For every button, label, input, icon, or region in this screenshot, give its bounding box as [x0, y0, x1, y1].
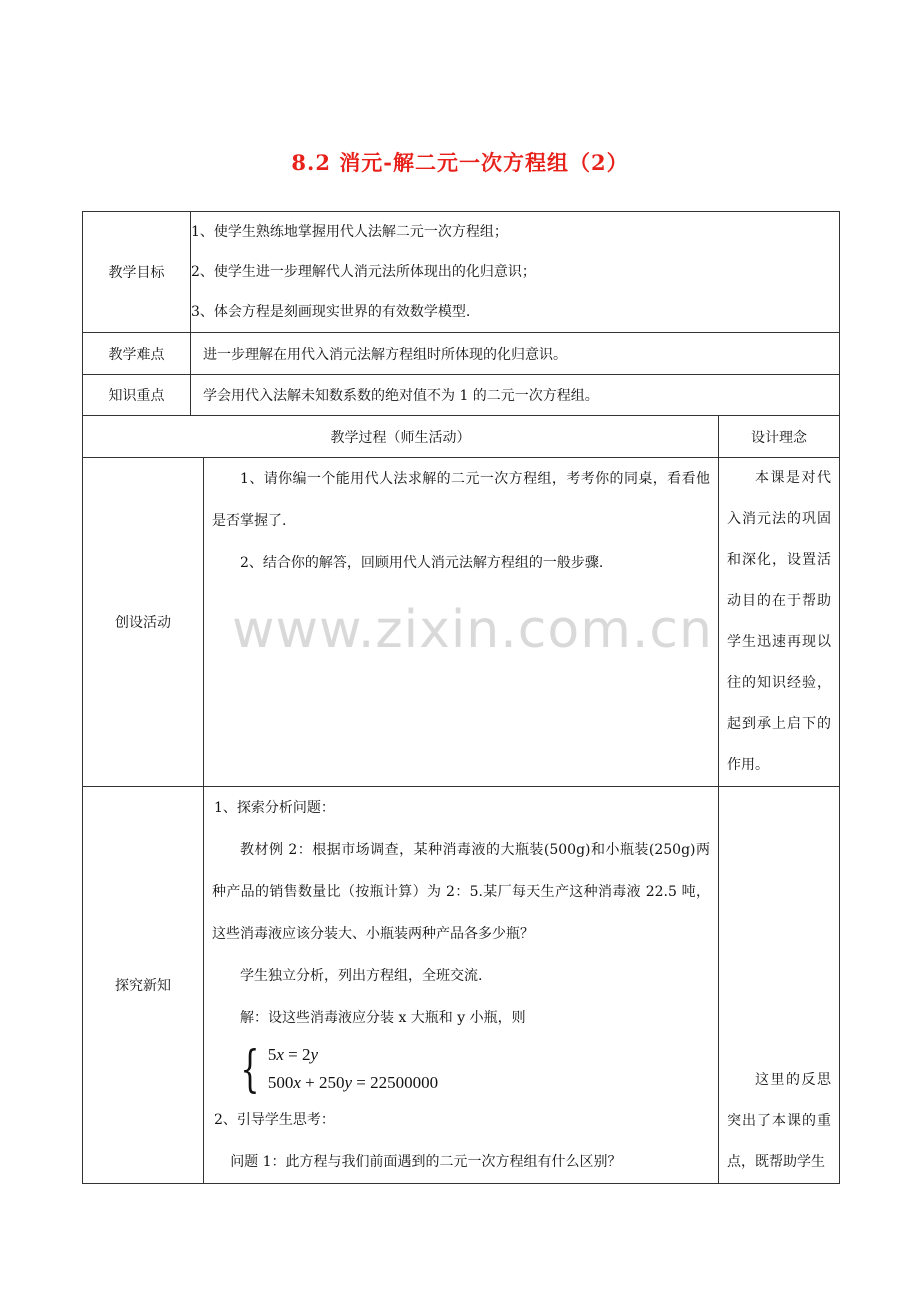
goal-item: 1、使学生熟练地掌握用代人法解二元一次方程组；: [191, 212, 840, 253]
explore-row: [83, 787, 840, 1184]
key-point-label: 知识重点: [83, 375, 191, 416]
analysis-text: 学生独立分析，列出方程组，全班交流.: [240, 968, 483, 984]
activity-content: [204, 458, 719, 787]
explore-content: [204, 787, 719, 1184]
brace-icon: {: [240, 1040, 260, 1098]
process-header: 教学过程（师生活动）: [83, 416, 719, 458]
activity-label: 创设活动: [83, 458, 204, 787]
equation-1: 5x = 2y: [267, 1045, 318, 1064]
activity-row: [83, 458, 840, 787]
explore-step: 2、引导学生思考：: [214, 1112, 335, 1128]
activity-paragraph: 2、结合你的解答，回顾用代人消元法解方程组的一般步骤.: [240, 555, 604, 571]
explore-step: 1、探索分析问题：: [214, 800, 335, 816]
activity-design: [719, 458, 840, 787]
watermark: www.zixin.com.cn: [232, 600, 713, 660]
difficulty-label: 教学难点: [83, 333, 191, 375]
page-title: 8.2 消元-解二元一次方程组（2）: [291, 150, 629, 175]
explore-label: 探究新知: [83, 787, 204, 1184]
goal-item: 2、使学生进一步理解代人消元法所体现出的化归意识；: [191, 252, 840, 292]
key-point-row: [83, 375, 840, 416]
equation-system: [234, 1039, 718, 1099]
lesson-plan-table: [82, 211, 840, 1184]
solution-text: 解：设这些消毒液应分装 x 大瓶和 y 小瓶，则: [240, 1010, 526, 1026]
question-text: 问题 1：此方程与我们前面遇到的二元一次方程组有什么区别？: [230, 1154, 622, 1170]
explore-design: [719, 787, 840, 1184]
explore-design-text: 这里的反思突出了本课的重点，既帮助学生: [727, 1072, 831, 1170]
equation-2: 500x + 250y = 22500000: [267, 1073, 439, 1092]
design-header: 设计理念: [719, 416, 840, 458]
process-header-row: [83, 416, 840, 458]
key-point-text: 学会用代入法解未知数系数的绝对值不为 1 的二元一次方程组。: [191, 375, 840, 416]
goals-label: 教学目标: [83, 212, 191, 333]
difficulty-text: 进一步理解在用代入消元法解方程组时所体现的化归意识。: [191, 333, 840, 375]
activity-design-text: 本课是对代入消元法的巩固和深化，设置活动目的在于帮助学生迅速再现以往的知识经验，起到承上启下的作用。: [727, 470, 831, 773]
example-text: 教材例 2：根据市场调查，某种消毒液的大瓶装(500g)和小瓶装(250g)两种产品的销售数量比（按瓶计算）为 2：5.某厂每天生产这种消毒液 22.5 吨，这些消毒液应该分装大、小瓶装两种产品各多少瓶？: [212, 842, 710, 942]
goals-row: [83, 212, 840, 253]
difficulty-row: [83, 333, 840, 375]
activity-paragraph: 1、请你编一个能用代人法求解的二元一次方程组，考考你的同桌，看看他是否掌握了.: [212, 471, 710, 529]
goal-item: 3、体会方程是刻画现实世界的有效数学模型.: [191, 292, 840, 333]
